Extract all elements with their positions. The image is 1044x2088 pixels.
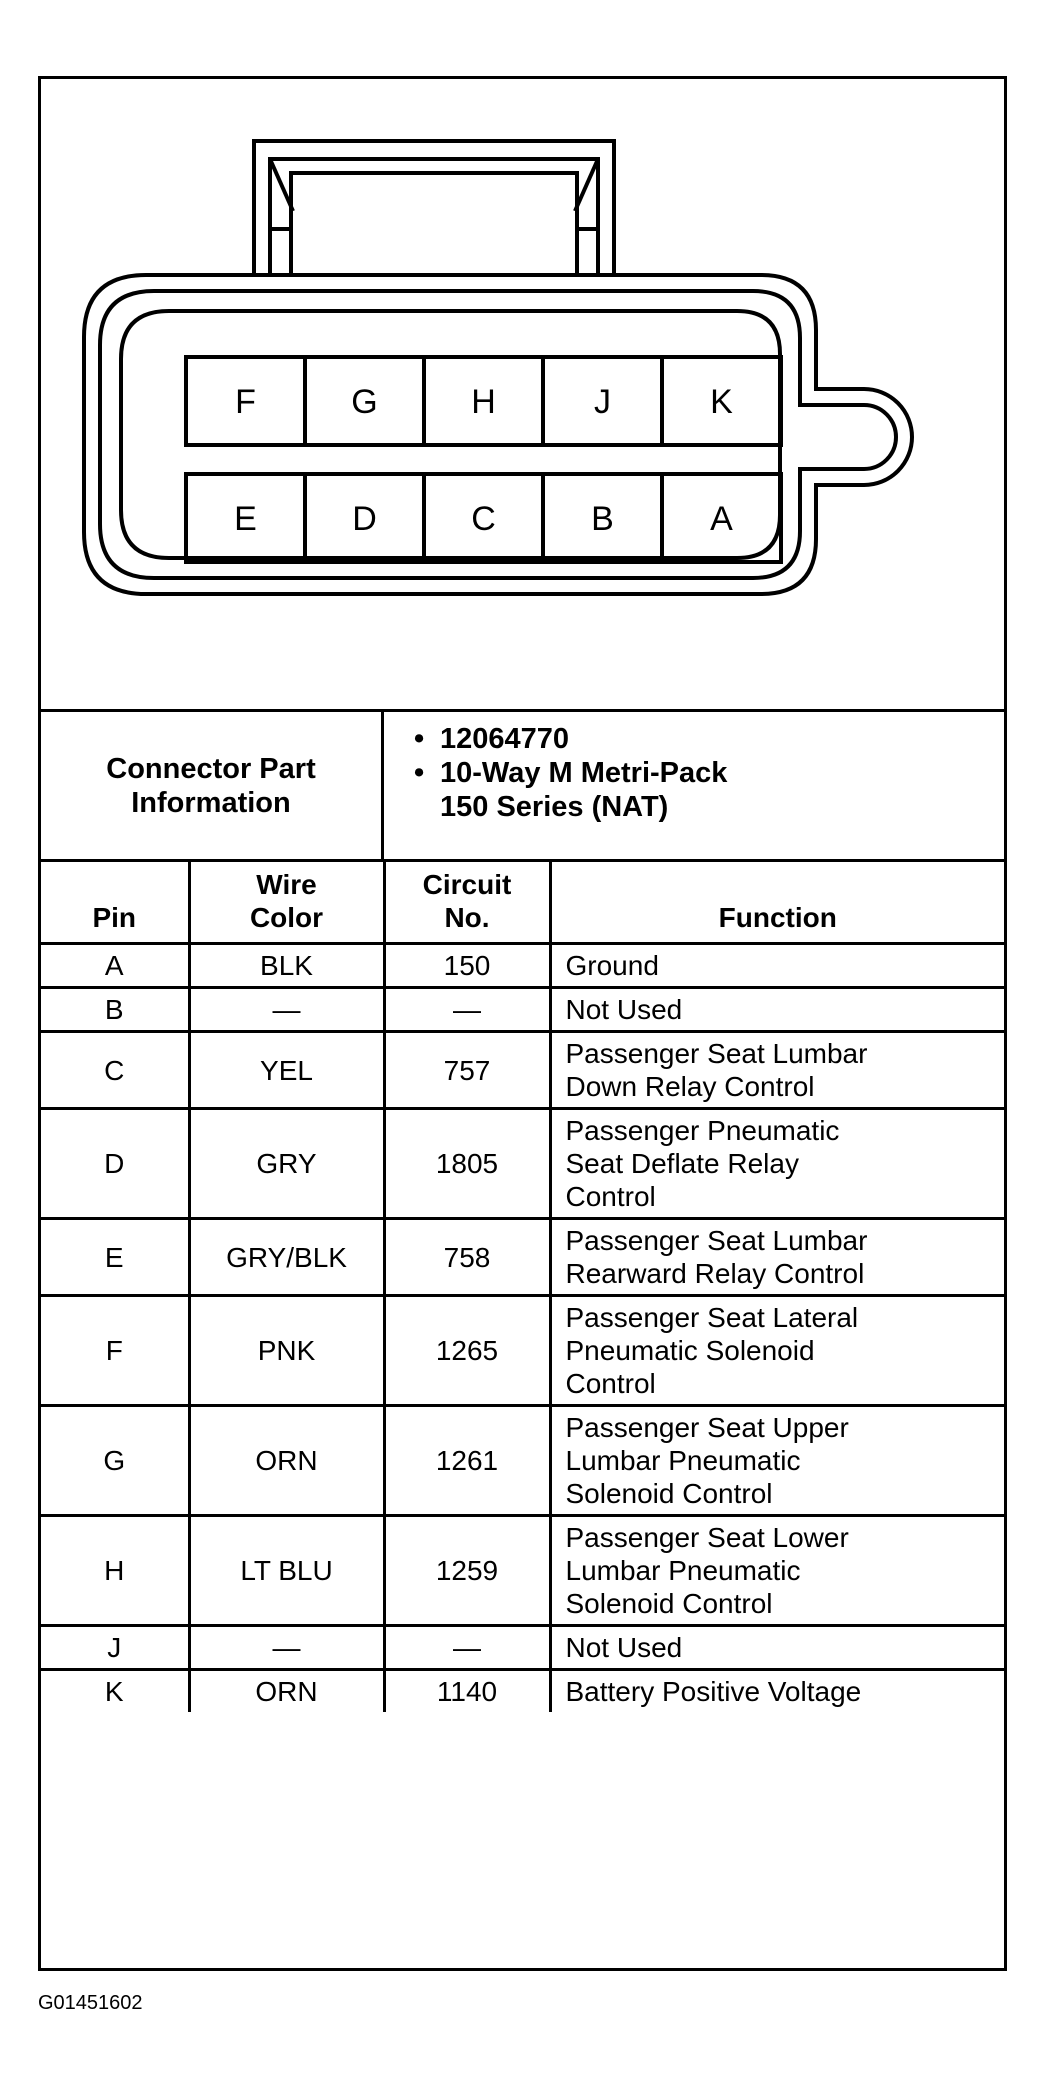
connector-type-text (440, 756, 727, 824)
function-line: Control (565, 1181, 656, 1212)
circuit-cell: 1261 (384, 1406, 550, 1516)
function-line: Battery Positive Voltage (565, 1676, 862, 1707)
function-cell (550, 1032, 1004, 1109)
circuit-cell: 757 (384, 1032, 550, 1109)
table-header-row (41, 861, 1004, 944)
header-pin: Pin (41, 861, 189, 944)
function-line: Seat Deflate Relay (565, 1148, 799, 1179)
function-cell (550, 1406, 1004, 1516)
connector-type-line: 10-Way M Metri-Pack (440, 757, 728, 789)
function-cell (550, 1296, 1004, 1406)
connector-sheet (38, 76, 1007, 1971)
function-line: Not Used (565, 1632, 683, 1663)
cavity-pin-label: D (352, 500, 377, 538)
pin-cell: E (41, 1219, 189, 1296)
part-info-label-line: Connector Part (106, 752, 316, 785)
function-cell (550, 988, 1004, 1032)
function-line: Lumbar Pneumatic (565, 1555, 801, 1586)
header-wire-line: Color (249, 902, 324, 933)
figure-id: G01451602 (38, 1992, 143, 2014)
cavity-pin-label: B (591, 500, 614, 538)
bullet-icon: • (414, 723, 425, 755)
function-cell (550, 944, 1004, 988)
wire-color-cell: — (189, 1626, 384, 1670)
circuit-cell: 1140 (384, 1670, 550, 1713)
pin-cell: A (41, 944, 189, 988)
pin-cell: B (41, 988, 189, 1032)
pin-cell: F (41, 1296, 189, 1406)
cavity-pin-label: J (594, 383, 611, 421)
function-line: Ground (565, 950, 659, 981)
pin-cavities (186, 357, 781, 562)
circuit-cell: 150 (384, 944, 550, 988)
wire-color-cell: ORN (189, 1406, 384, 1516)
wire-color-cell: PNK (189, 1296, 384, 1406)
function-cell (550, 1626, 1004, 1670)
header-function: Function (550, 861, 1004, 944)
wire-color-cell: GRY (189, 1109, 384, 1219)
function-line: Solenoid Control (565, 1588, 773, 1619)
part-number (414, 722, 1004, 756)
circuit-cell: 1265 (384, 1296, 550, 1406)
table-row (41, 1109, 1004, 1219)
table-row (41, 1219, 1004, 1296)
connector-body (84, 275, 912, 594)
cavity-pin-label: E (234, 500, 257, 538)
part-info-label-line: Information (131, 786, 291, 819)
function-line: Passenger Seat Lower (565, 1522, 849, 1553)
table-row (41, 944, 1004, 988)
cavity-pin-label: C (471, 500, 496, 538)
function-cell (550, 1516, 1004, 1626)
cavity-pin-label: H (471, 383, 496, 421)
pin-cell: J (41, 1626, 189, 1670)
connector-series-line: 150 Series (NAT) (440, 791, 669, 823)
pin-cell: D (41, 1109, 189, 1219)
function-line: Passenger Pneumatic (565, 1115, 840, 1146)
wire-color-cell: GRY/BLK (189, 1219, 384, 1296)
part-number-text: 12064770 (440, 723, 570, 755)
function-cell (550, 1670, 1004, 1713)
function-line: Not Used (565, 994, 683, 1025)
function-line: Passenger Seat Lumbar (565, 1038, 868, 1069)
table-row (41, 1626, 1004, 1670)
pin-cell: G (41, 1406, 189, 1516)
cavity-pin-label: F (235, 383, 256, 421)
pin-cell: C (41, 1032, 189, 1109)
pin-cell: K (41, 1670, 189, 1713)
table-row (41, 1296, 1004, 1406)
wire-color-cell: YEL (189, 1032, 384, 1109)
function-line: Passenger Seat Lumbar (565, 1225, 868, 1256)
part-info-label (41, 712, 384, 859)
wire-color-cell: BLK (189, 944, 384, 988)
function-line: Rearward Relay Control (565, 1258, 865, 1289)
function-line: Down Relay Control (565, 1071, 815, 1102)
table-row (41, 1670, 1004, 1713)
pin-table (41, 859, 1004, 1712)
pin-rows (41, 944, 1004, 1713)
function-line: Lumbar Pneumatic (565, 1445, 801, 1476)
wire-color-cell: ORN (189, 1670, 384, 1713)
cavity-pin-label: A (710, 500, 733, 538)
wire-color-cell: — (189, 988, 384, 1032)
function-line: Pneumatic Solenoid (565, 1335, 815, 1366)
function-line: Control (565, 1368, 656, 1399)
bullet-icon: • (414, 757, 425, 789)
circuit-cell: 758 (384, 1219, 550, 1296)
pin-cell: H (41, 1516, 189, 1626)
header-circuit (384, 861, 550, 944)
wire-color-cell: LT BLU (189, 1516, 384, 1626)
cavity-pin-label: K (710, 383, 733, 421)
header-circuit-line: Circuit (422, 869, 512, 900)
function-line: Passenger Seat Lateral (565, 1302, 859, 1333)
part-info-values (384, 712, 1004, 859)
table-row (41, 1032, 1004, 1109)
part-info-row (41, 709, 1004, 859)
circuit-cell: 1259 (384, 1516, 550, 1626)
table-row (41, 1516, 1004, 1626)
header-circuit-line: No. (444, 902, 490, 933)
header-wire-line: Wire (256, 869, 317, 900)
function-line: Solenoid Control (565, 1478, 773, 1509)
function-line: Passenger Seat Upper (565, 1412, 849, 1443)
circuit-cell: 1805 (384, 1109, 550, 1219)
circuit-cell: — (384, 988, 550, 1032)
cavity-pin-label: G (351, 383, 378, 421)
connector-diagram (41, 79, 1004, 709)
function-cell (550, 1219, 1004, 1296)
table-row (41, 988, 1004, 1032)
header-wire-color (189, 861, 384, 944)
connector-type (414, 756, 1004, 824)
connector-latch (254, 141, 614, 275)
function-cell (550, 1109, 1004, 1219)
table-row (41, 1406, 1004, 1516)
circuit-cell: — (384, 1626, 550, 1670)
